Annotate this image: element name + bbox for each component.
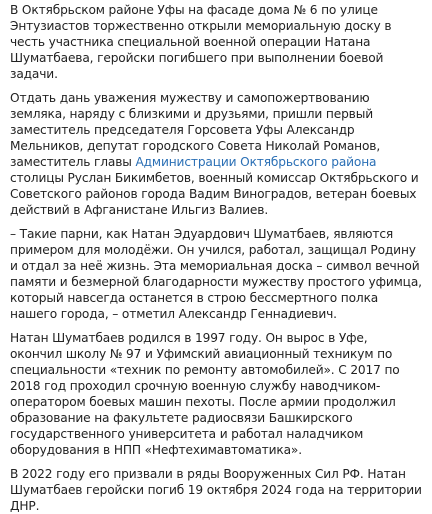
attendees-text-before: Отдать дань уважения мужеству и самопожертвованию земляка, наряду с близкими и друзьями, пришли первый заместитель председателя Горсовета Уфы Александр Мельников, депутат городского Совета Николай Романов, заместитель главы xyxy=(10,91,381,169)
article-paragraph-service: В 2022 году его призвали в ряды Вооруженных Сил РФ. Натан Шуматбаев геройски погиб 19 октября 2024 года на территории ДНР. xyxy=(10,467,422,513)
article-paragraph-quote: – Такие парни, как Натан Эдуардович Шуматбаев, являются примером для молодёжи. Он учился, работал, защищал Родину и отдал за неё жизнь. Эта мемориальная доска – символ вечной памяти и безмерной благодарности мужеству простого уфимца, который навсегда останется в строю бессмертного полка нашего города, – отметил Александр Геннадиевич. xyxy=(10,227,422,321)
article-paragraph-intro: В Октябрьском районе Уфы на фасаде дома № 6 по улице Энтузиастов торжественно открыли мемориальную доску в честь участника специальной военной операции Натана Шуматбаева, геройски погибшего при выполнении боевой задачи. xyxy=(10,3,392,81)
district-administration-link[interactable]: Администрации Октябрьского района xyxy=(135,155,377,169)
article-paragraph-biography: Натан Шуматбаев родился в 1997 году. Он вырос в Уфе, окончил школу № 97 и Уфимский авиационный техникум по специальности «техник по ремонту автомобилей». С 2017 по 2018 год проходил срочную военную службу наводчиком-оператором боевых машин пехоты. После армии продолжил образование на факультете радиосвязи Башкирского государственного университета и работал наладчиком оборудования в НПП «Нефтехимавтоматика». xyxy=(10,331,400,457)
attendees-text-after: столицы Руслан Бикимбетов, военный комиссар Октябрьского и Советского районов города Вадим Виноградов, ветеран боевых действий в Афганистане Ильгиз Валиев. xyxy=(10,171,419,217)
article-paragraph-attendees xyxy=(10,90,422,218)
